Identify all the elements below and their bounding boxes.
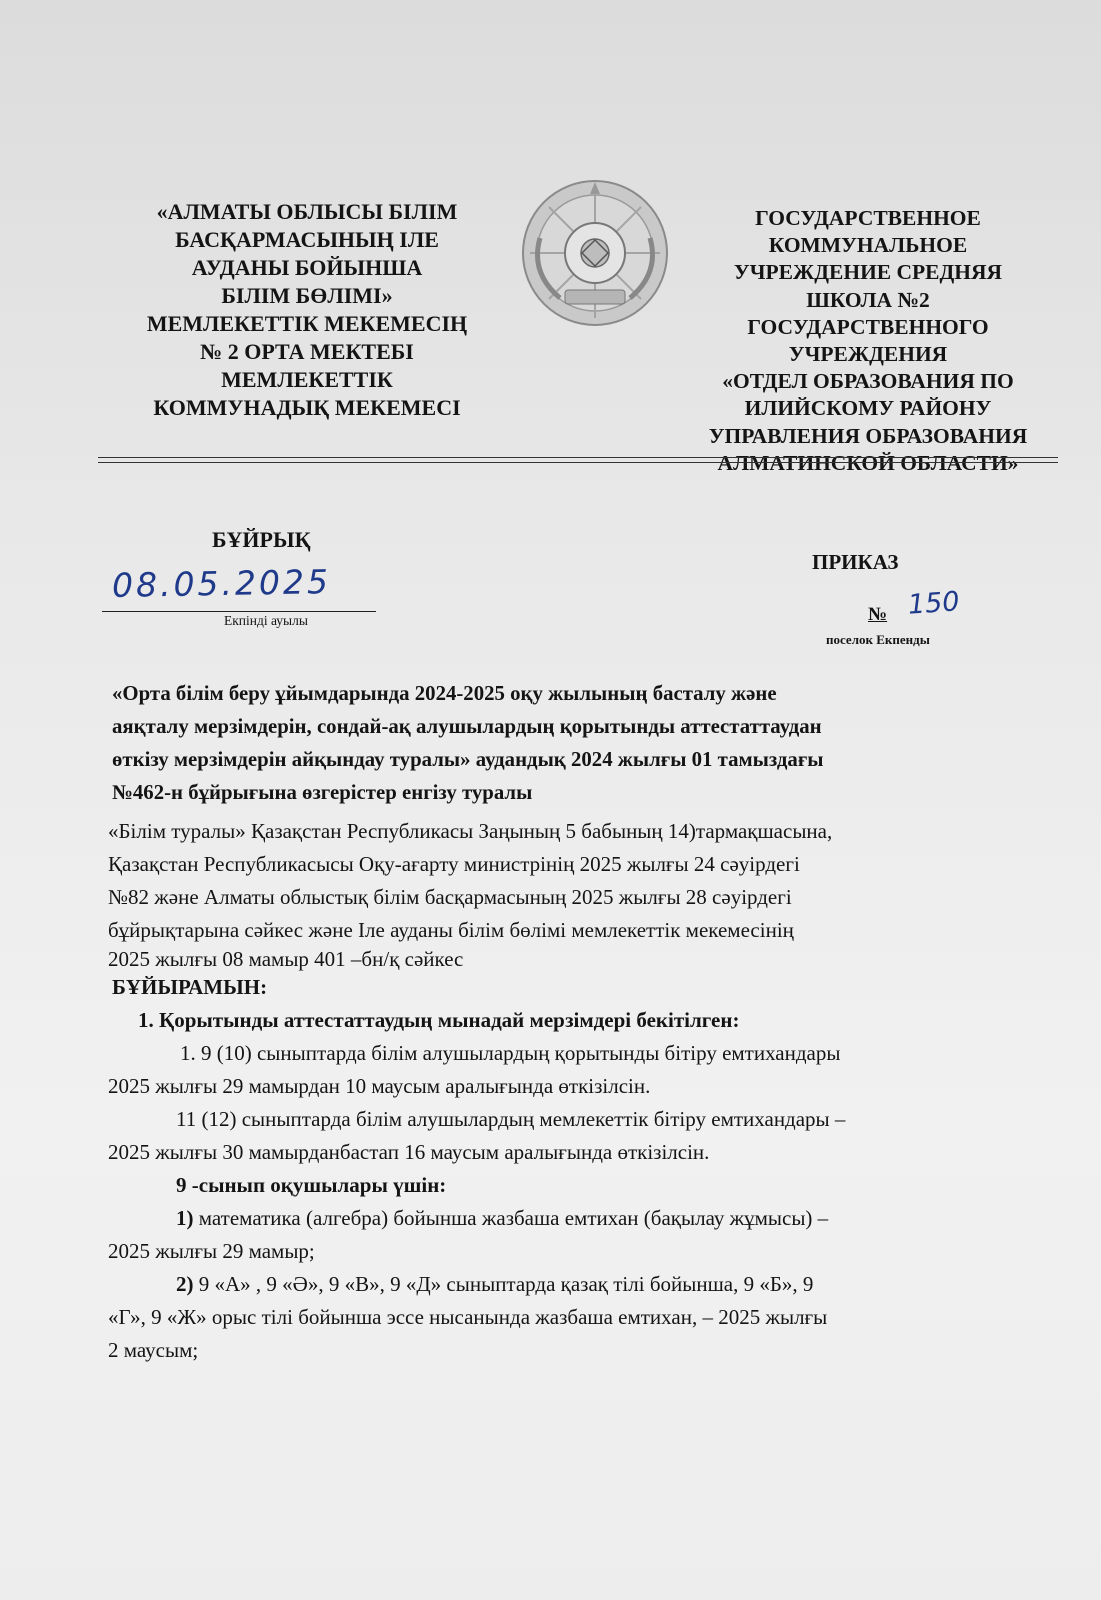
- header-ru-line: «ОТДЕЛ ОБРАЗОВАНИЯ ПО: [722, 369, 1014, 394]
- header-russian-institution: [668, 205, 1068, 477]
- order-word: БҰЙЫРАМЫН:: [112, 975, 268, 999]
- state-emblem-icon: [520, 178, 670, 328]
- header-kz-line: БАСҚАРМАСЫНЫҢ ІЛЕ: [175, 227, 439, 252]
- header-kz-line: КОММУНАДЫҚ МЕКЕМЕСІ: [153, 395, 461, 420]
- header-ru-line: КОММУНАЛЬНОЕ: [768, 233, 968, 258]
- grade9-item2-line3: 2 маусым;: [108, 1338, 199, 1362]
- grade9-item1-num: 1): [176, 1206, 194, 1230]
- item-1-1-line1: 1. 9 (10) сыныптарда білім алушылардың қорытынды бітіру емтихандары: [180, 1041, 841, 1065]
- order-body: [108, 815, 1068, 1367]
- item-1-2-line1: 11 (12) сыныптарда білім алушылардың мемлекеттік бітіру емтихандары –: [176, 1107, 846, 1131]
- grade9-item1-line2: 2025 жылғы 29 мамыр;: [108, 1239, 315, 1263]
- grade9-item2-line1: [108, 1268, 1068, 1301]
- date-underline: [102, 611, 376, 612]
- header-kazakh-institution: [112, 198, 502, 422]
- header-kz-line: № 2 ОРТА МЕКТЕБІ: [200, 339, 414, 364]
- grade9-item1-text: математика (алгебра) бойынша жазбаша емтихан (бақылау жұмысы) –: [198, 1206, 829, 1230]
- item-1-2-line2: 2025 жылғы 30 мамырданбастап 16 маусым аралығында өткізілсін.: [108, 1140, 710, 1164]
- heading-line: №462-н бұйрығына өзгерістер енгізу туралы: [112, 781, 533, 804]
- header-ru-line: ШКОЛА №2: [806, 287, 930, 312]
- village-kz: Екпінді ауылы: [224, 613, 308, 628]
- grade9-item1-line1: [108, 1202, 1068, 1235]
- order-title-ru: ПРИКАЗ: [812, 550, 899, 574]
- intro-line: №82 және Алматы облыстық білім басқармасының 2025 жылғы 28 сәуірдегі: [108, 885, 792, 909]
- item-1: 1. Қорытынды аттестаттаудың мынадай мерзімдері бекітілген:: [138, 1008, 740, 1032]
- grade9-item2-num: 2): [176, 1272, 194, 1296]
- header-ru-line: АЛМАТИНСКОЙ ОБЛАСТИ»: [717, 450, 1019, 475]
- header-divider-bottom: [98, 462, 1058, 463]
- header-kz-line: АУДАНЫ БОЙЫНША: [191, 255, 423, 280]
- header-kz-line: МЕМЛЕКЕТТІК: [221, 367, 393, 392]
- header-ru-line: УПРАВЛЕНИЯ ОБРАЗОВАНИЯ: [708, 423, 1028, 448]
- heading-line: «Орта білім беру ұйымдарында 2024-2025 оқу жылының басталу және: [112, 682, 777, 705]
- handwritten-date: 08.05.2025: [111, 562, 332, 605]
- handwritten-order-number: 150: [906, 586, 961, 621]
- village-ru: поселок Екпенды: [826, 632, 930, 647]
- header-kz-line: «АЛМАТЫ ОБЛЫСЫ БІЛІМ: [156, 199, 458, 224]
- heading-line: өткізу мерзімдерін айқындау туралы» аудандық 2024 жылғы 01 тамыздағы: [112, 748, 824, 771]
- item-1-1-line2: 2025 жылғы 29 мамырдан 10 маусым аралығында өткізілсін.: [108, 1074, 651, 1098]
- header-kz-line: МЕМЛЕКЕТТІК МЕКЕМЕСІҢ: [146, 311, 468, 336]
- order-title-kz: БҰЙРЫҚ: [212, 527, 311, 552]
- order-number-label: №: [868, 604, 888, 625]
- header-ru-line: УЧРЕЖДЕНИЯ: [788, 342, 948, 367]
- header-kz-line: БІЛІМ БӨЛІМІ»: [221, 283, 393, 308]
- intro-line: 2025 жылғы 08 мамыр 401 –бн/қ сәйкес: [108, 947, 464, 971]
- header-ru-line: ГОСУДАРСТВЕННОЕ: [755, 206, 981, 230]
- header-divider-top: [98, 457, 1058, 458]
- intro-line: Қазақстан Республикасысы Оқу-ағарту министрінің 2025 жылғы 24 сәуірдегі: [108, 852, 800, 876]
- grade9-title: 9 -сынып оқушылары үшін:: [176, 1173, 447, 1197]
- header-ru-line: УЧРЕЖДЕНИЕ СРЕДНЯЯ: [733, 260, 1003, 285]
- header-ru-line: ИЛИЙСКОМУ РАЙОНУ: [744, 396, 992, 421]
- intro-line: бұйрықтарына сәйкес және Іле ауданы білім бөлімі мемлекеттік мекемесінің: [108, 918, 794, 942]
- heading-line: аяқталу мерзімдерін, сондай-ақ алушылардың қорытынды аттестаттаудан: [112, 715, 822, 738]
- header-ru-line: ГОСУДАРСТВЕННОГО: [747, 314, 989, 339]
- grade9-item2-line2: «Г», 9 «Ж» орыс тілі бойынша эссе нысанында жазбаша емтихан, – 2025 жылғы: [108, 1305, 828, 1329]
- grade9-item2-text: 9 «А» , 9 «Ә», 9 «В», 9 «Д» сыныптарда қазақ тілі бойынша, 9 «Б», 9: [198, 1272, 814, 1296]
- order-heading: [112, 677, 1062, 809]
- intro-line: «Білім туралы» Қазақстан Республикасы Заңының 5 бабының 14)тармақшасына,: [108, 819, 833, 843]
